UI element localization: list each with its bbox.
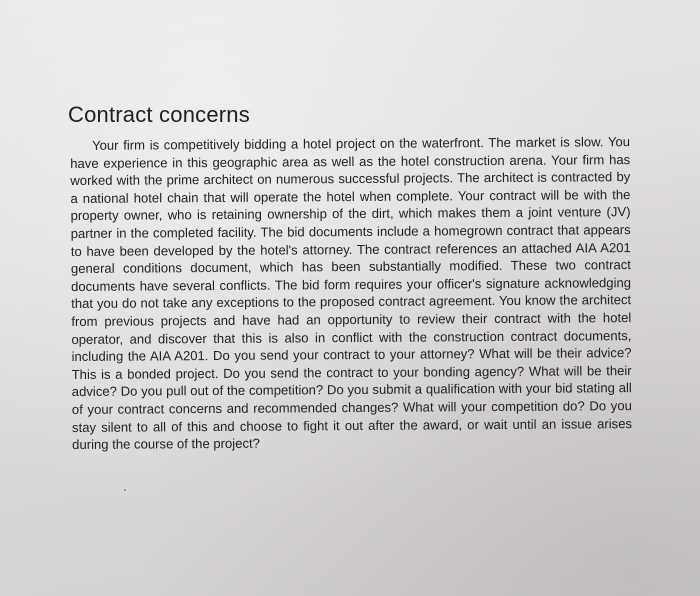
page-title: Contract concerns (68, 102, 250, 127)
paper-speck (124, 489, 126, 491)
body-paragraph: Your firm is competitively bidding a hotel project on the waterfront. The market is slow. You have experience in this geographic area as well as the hotel construction arena. Your firm has worked with the prime architect on numerous successful projects. The architect is contracted by a national hotel chain that will operate the hotel when complete. Your contract will be with the property owner, who is retaining ownership of the dirt, which makes them a joint venture (JV) partner in the completed facility. The bid documents include a homegrown contract that appears to have been developed by the hotel's attorney. The contract references an attached AIA A201 general conditions document, which has been substantially modified. These two contract documents have several conflicts. The bid form requires your officer's signature acknowledging that you do not take any exceptions to the proposed contract agreement. You know the architect from previous projects and have had an opportunity to review their contract with the hotel operator, and discover that this is also in conflict with the construction contract documents, including the AIA A201. Do you send your contract to your attorney? What will be their advice? This is a bonded project. Do you send the contract to your bonding agency? What will be their advice? Do you pull out of the competition? Do you submit a qualification with your bid stating all of your contract concerns and recommended changes? What will your competition do? Do you stay silent to all of this and choose to fight it out after the award, or wait until an issue arises during the course of the project? (70, 134, 633, 453)
